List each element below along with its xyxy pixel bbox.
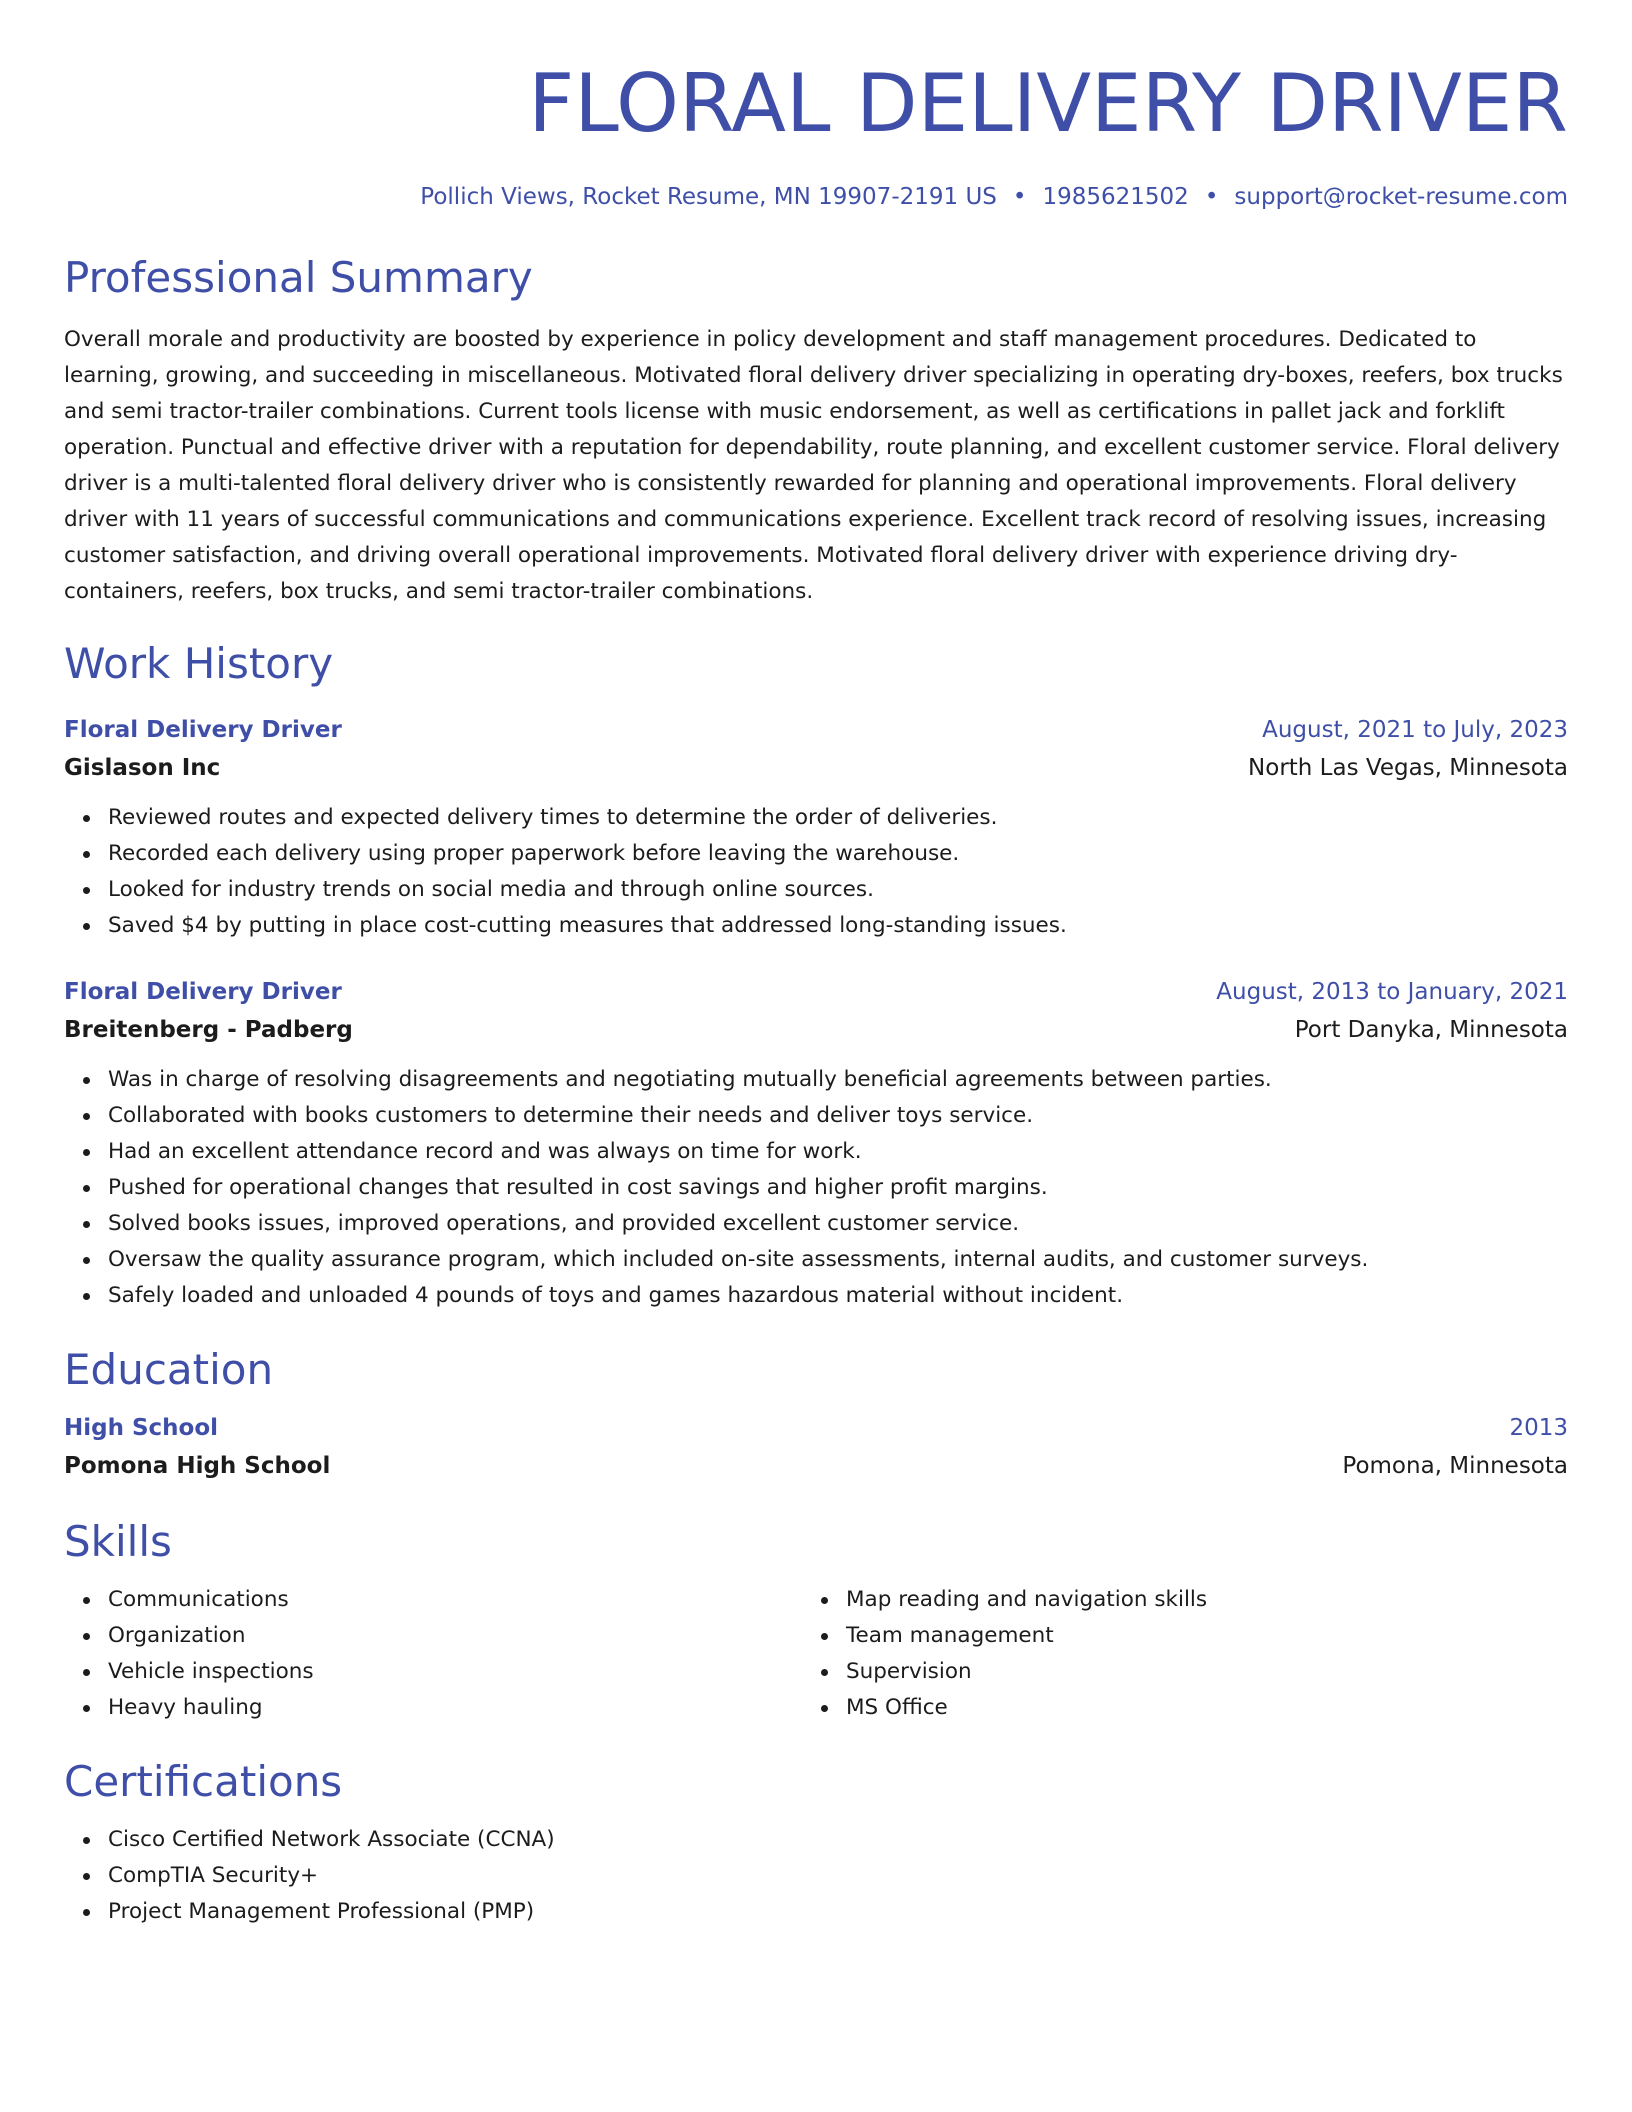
skills-section-title: Skills xyxy=(64,1517,172,1566)
job-dates: August, 2021 to July, 2023 xyxy=(1262,717,1568,743)
summary-text: Overall morale and productivity are boosted by experience in policy development and staff management procedures. Dedicated to learning, growing, and succeeding in miscellaneous. Motivated floral delivery driver specializing in operating dry-boxes, reefers, box trucks and semi tractor-trailer combinations. Current tools license with music endorsement, as well as certifications in pallet jack and forklift operation. Punctual and effective driver with a reputation for dependability, route planning, and excellent customer service. Floral delivery driver is a multi-talented floral delivery driver who is consistently rewarded for planning and operational improvements. Floral delivery driver with 11 years of successful communications and communications experience. Excellent track record of resolving issues, increasing customer satisfaction, and driving overall operational improvements. Motivated floral delivery driver with experience driving dry-containers, reefers, box trucks, and semi tractor-trailer combinations. xyxy=(64,327,1563,604)
job-company: Breitenberg - Padberg xyxy=(64,1017,353,1043)
job-location: North Las Vegas, Minnesota xyxy=(1248,755,1568,781)
contact-phone: 1985621502 xyxy=(1042,184,1189,210)
skill-item: Organization xyxy=(108,1618,802,1654)
job-header-row xyxy=(64,974,1568,1010)
contact-email: support@rocket-resume.com xyxy=(1234,184,1568,210)
job-bullet: Had an excellent attendance record and was always on time for work. xyxy=(108,1134,1568,1170)
skills-column-left xyxy=(64,1582,802,1726)
job-bullet: Saved $4 by putting in place cost-cutting measures that addressed long-standing issues. xyxy=(108,908,1568,944)
job-company: Gislason Inc xyxy=(64,755,221,781)
certification-item: Project Management Professional (PMP) xyxy=(108,1894,1568,1930)
job-dates: August, 2013 to January, 2021 xyxy=(1216,979,1568,1005)
contact-line xyxy=(64,182,1568,212)
job-company-row xyxy=(64,748,1568,788)
job-bullet: Collaborated with books customers to determine their needs and deliver toys service. xyxy=(108,1098,1568,1134)
resume-name-heading: FLORAL DELIVERY DRIVER xyxy=(528,57,1568,150)
certifications-section-title: Certifications xyxy=(64,1757,343,1806)
job-bullet: Looked for industry trends on social media and through online sources. xyxy=(108,872,1568,908)
job-bullet: Safely loaded and unloaded 4 pounds of toys and games hazardous material without incident. xyxy=(108,1278,1568,1314)
education-degree: High School xyxy=(64,1415,219,1441)
education-year: 2013 xyxy=(1509,1415,1568,1441)
job-title: Floral Delivery Driver xyxy=(64,717,342,743)
skill-item: Communications xyxy=(108,1582,802,1618)
job-bullet: Recorded each delivery using proper paperwork before leaving the warehouse. xyxy=(108,836,1568,872)
education-school: Pomona High School xyxy=(64,1453,331,1479)
job-location: Port Danyka, Minnesota xyxy=(1294,1017,1568,1043)
summary-section-title: Professional Summary xyxy=(64,253,533,302)
job-bullet: Solved books issues, improved operations, and provided excellent customer service. xyxy=(108,1206,1568,1242)
job-bullet: Reviewed routes and expected delivery times to determine the order of deliveries. xyxy=(108,800,1568,836)
job-title: Floral Delivery Driver xyxy=(64,979,342,1005)
job-bullet: Was in charge of resolving disagreements and negotiating mutually beneficial agreements between parties. xyxy=(108,1062,1568,1098)
skill-item: Team management xyxy=(846,1618,1540,1654)
work-history-section-title: Work History xyxy=(64,639,334,688)
contact-separator: • xyxy=(1012,184,1027,210)
skills-list xyxy=(64,1582,802,1726)
certifications-list xyxy=(64,1822,1568,1930)
skills-column-right xyxy=(802,1582,1540,1726)
job-bullet: Oversaw the quality assurance program, which included on-site assessments, internal audits, and customer surveys. xyxy=(108,1242,1568,1278)
certification-item: CompTIA Security+ xyxy=(108,1858,1568,1894)
job-company-row xyxy=(64,1010,1568,1050)
education-school-row xyxy=(64,1446,1568,1486)
skill-item: Map reading and navigation skills xyxy=(846,1582,1540,1618)
contact-separator: • xyxy=(1204,184,1219,210)
job-header-row xyxy=(64,712,1568,748)
skills-list xyxy=(802,1582,1540,1726)
education-entry xyxy=(64,1410,1568,1486)
job-entry xyxy=(64,974,1568,1314)
education-section-title: Education xyxy=(64,1345,274,1394)
certification-item: Cisco Certified Network Associate (CCNA) xyxy=(108,1822,1568,1858)
job-bullet-list xyxy=(64,800,1568,944)
skill-item: Heavy hauling xyxy=(108,1690,802,1726)
job-bullet-list xyxy=(64,1062,1568,1314)
education-header-row xyxy=(64,1410,1568,1446)
skills-grid xyxy=(64,1582,1568,1726)
skill-item: MS Office xyxy=(846,1690,1540,1726)
skill-item: Vehicle inspections xyxy=(108,1654,802,1690)
skill-item: Supervision xyxy=(846,1654,1540,1690)
job-bullet: Pushed for operational changes that resulted in cost savings and higher profit margins. xyxy=(108,1170,1568,1206)
contact-address: Pollich Views, Rocket Resume, MN 19907-2191 US xyxy=(420,184,997,210)
job-entry xyxy=(64,712,1568,944)
education-location: Pomona, Minnesota xyxy=(1342,1453,1568,1479)
